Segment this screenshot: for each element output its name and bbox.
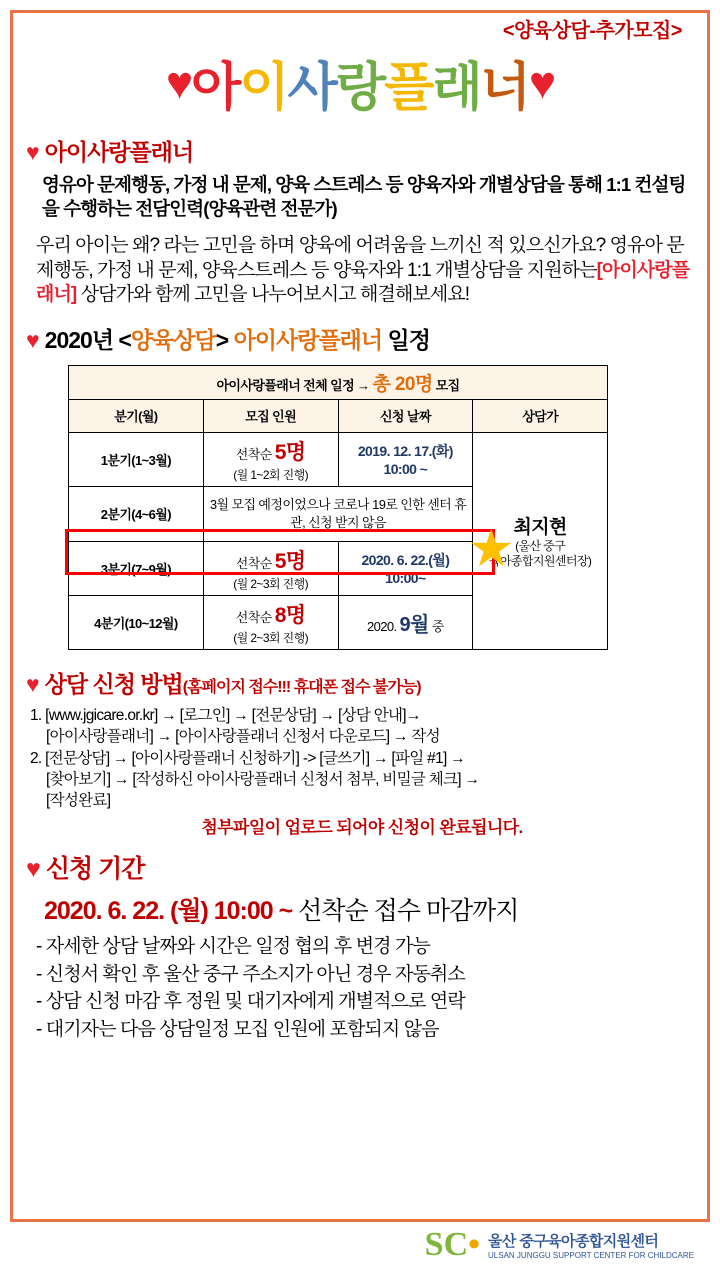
table-caption-cell (69, 365, 608, 399)
cell-quarter-3: 3분기(7~9월) (69, 541, 204, 595)
title-char-2: 사 (287, 59, 336, 117)
table-row (69, 432, 608, 486)
heart-icon-s4: ♥ (26, 855, 40, 884)
step2-line3: [작성완료] (46, 792, 111, 810)
paragraph-part1: 우리 아이는 왜? 라는 고민을 하며 양육에 어려움을 느끼신 적 있으신가요? 영유아 문제행동, 가정 내 문제, 양육스트레스 등 양육자와 1:1 개별상담을 지원하는 (36, 234, 684, 281)
period-title: 신청 기간 (45, 855, 145, 884)
page-title (26, 45, 694, 120)
schedule-title-plain2: > (215, 326, 234, 353)
heart-icon-right: ♥ (528, 56, 555, 109)
paragraph-highlight: [아이사랑플래너] (36, 259, 690, 306)
table-header-row (69, 399, 608, 432)
kicker-text: <양육상담-추가모집> (502, 20, 682, 42)
step2-line2: [찾아보기] → [작성하신 아이사랑플래너 신청서 첨부, 비밀글 체크] → (46, 771, 480, 788)
cell-capacity-4 (203, 595, 338, 649)
capacity-prefix-4: 선착순 (235, 609, 275, 625)
schedule-title-plain1: 2020년 < (44, 326, 131, 353)
capacity-num-1: 5명 (274, 440, 306, 464)
column-header-quarter: 분기(월) (69, 399, 204, 432)
column-header-capacity: 모집 인원 (203, 399, 338, 432)
cell-quarter-2: 2분기(4~6월) (69, 486, 204, 541)
schedule-title-orange2: 아이사랑플래너 (233, 326, 383, 353)
title-char-1: 이 (239, 59, 288, 117)
title-char-0: 아 (191, 59, 240, 117)
planner-definition: 영유아 문제행동, 가정 내 문제, 양육 스트레스 등 양육자와 개별상담을 통해 1:1 컨설팅을 수행하는 전담인력(양육관련 전문가) (42, 174, 686, 220)
bullet-1: - 신청서 확인 후 울산 중구 주소지가 아닌 경우 자동취소 (36, 963, 465, 985)
column-header-date: 신청 날짜 (338, 399, 473, 432)
footer (0, 1228, 720, 1262)
date-suffix-4: 중 (428, 618, 444, 634)
counselor-sub-2: 육아종합지원센터장) (488, 554, 592, 569)
date-prefix-4: 2020. (366, 618, 400, 634)
schedule-table-wrapper (68, 365, 608, 650)
capacity-note-3: (월 2~3회 진행) (233, 576, 309, 591)
date-month-4: 9월 (399, 613, 429, 636)
date-line2-3: 10:00~ (385, 570, 426, 587)
cell-date-3 (338, 541, 473, 595)
title-char-3: 랑 (335, 59, 385, 117)
caption-right: 모집 (432, 377, 460, 393)
section-heading-schedule (26, 322, 694, 355)
counselor-sub-1: (울산 중구 (515, 539, 566, 554)
heart-icon-s3: ♥ (26, 670, 39, 697)
title-char-6: 너 (480, 59, 529, 117)
cell-capacity-1 (203, 432, 338, 486)
logo-icon: SC• (424, 1226, 481, 1263)
heart-icon-s1: ♥ (26, 139, 39, 165)
counselor-name: 최지현 (513, 517, 567, 539)
bullet-3: - 대기자는 다음 상담일정 모집 인원에 포함되지 않음 (36, 1018, 439, 1040)
logo-text-sub: ULSAN JUNGGU SUPPORT CENTER FOR CHILDCARE (488, 1251, 694, 1260)
apply-title: 상담 신청 방법 (44, 670, 183, 697)
cell-date-4 (338, 595, 473, 649)
capacity-prefix-3: 선착순 (235, 555, 275, 571)
logo-text-block (488, 1230, 694, 1260)
date-line1-1: 2019. 12. 17.(화) (357, 443, 453, 460)
cell-quarter-4: 4분기(10~12월) (69, 595, 204, 649)
capacity-num-4: 8명 (274, 603, 306, 627)
caption-total: 총 20명 (372, 373, 433, 395)
capacity-note-1: (월 1~2회 진행) (233, 467, 309, 482)
step1-line2: [아이사랑플래너] → [아이사랑플래너 신청서 다운로드] → 작성 (46, 728, 440, 746)
apply-title-note: (홈페이지 접수!!! 휴대폰 접수 불가능) (182, 678, 421, 696)
cell-capacity-3 (203, 541, 338, 595)
star-icon: ★ (468, 519, 515, 578)
schedule-title-plain3: 일정 (382, 326, 430, 353)
bullet-2: - 상담 신청 마감 후 정원 및 대기자에게 개별적으로 연락 (36, 991, 465, 1013)
period-rest: 선착순 접수 마감까지 (292, 897, 519, 926)
section-heading-period (26, 849, 694, 885)
step2-line1: 2. [전문상담] → [아이사랑플래너 신청하기] -> [글쓰기] → [파일 #1] → (30, 749, 465, 767)
date-line1-3: 2020. 6. 22.(월) (361, 552, 450, 569)
planner-paragraph (36, 234, 694, 308)
section-heading-planner (26, 134, 694, 167)
cell-date-1 (338, 432, 473, 486)
cell-quarter-1: 1분기(1~3월) (69, 432, 204, 486)
title-char-5: 래 (432, 59, 481, 117)
bullet-0: - 자세한 상담 날짜와 시간은 일정 협의 후 변경 가능 (36, 936, 430, 958)
table-caption-row (69, 365, 608, 399)
column-header-counselor: 상담가 (473, 399, 608, 432)
paragraph-part2: 상담가와 함께 고민을 나누어보시고 해결해보세요! (76, 284, 470, 306)
title-char-4: 플 (384, 59, 433, 117)
capacity-num-3: 5명 (274, 549, 306, 573)
caption-left: 아이사랑플래너 전체 일정 → (216, 377, 373, 393)
apply-notice: 첨부파일이 업로드 되어야 신청이 완료됩니다. (201, 817, 523, 837)
section-heading-apply (26, 666, 694, 699)
logo-text-main: 울산 중구육아종합지원센터 (488, 1233, 659, 1250)
schedule-table (68, 365, 608, 650)
heart-icon-s2: ♥ (26, 326, 39, 353)
apply-steps (30, 705, 694, 839)
capacity-prefix-1: 선착순 (235, 446, 275, 462)
date-line2-1: 10:00 ~ (383, 461, 428, 478)
capacity-note-4: (월 2~3회 진행) (233, 630, 309, 645)
section1-title: 아이사랑플래너 (44, 139, 194, 165)
schedule-title-orange1: 양육상담 (130, 326, 216, 353)
heart-icon-left: ♥ (165, 56, 192, 109)
cell-capacity-2: 3월 모집 예정이었으나 코로나 19로 인한 센터 휴관, 신청 받지 않음 (203, 486, 473, 541)
period-value (44, 891, 694, 927)
period-bullets (36, 933, 694, 1043)
organization-logo (425, 1228, 694, 1262)
step1-line1: 1. [www.jgicare.or.kr] → [로그인] → [전문상담] → [상담 안내]→ (30, 706, 421, 724)
period-start: 2020. 6. 22. (월) 10:00 ~ (44, 897, 293, 926)
